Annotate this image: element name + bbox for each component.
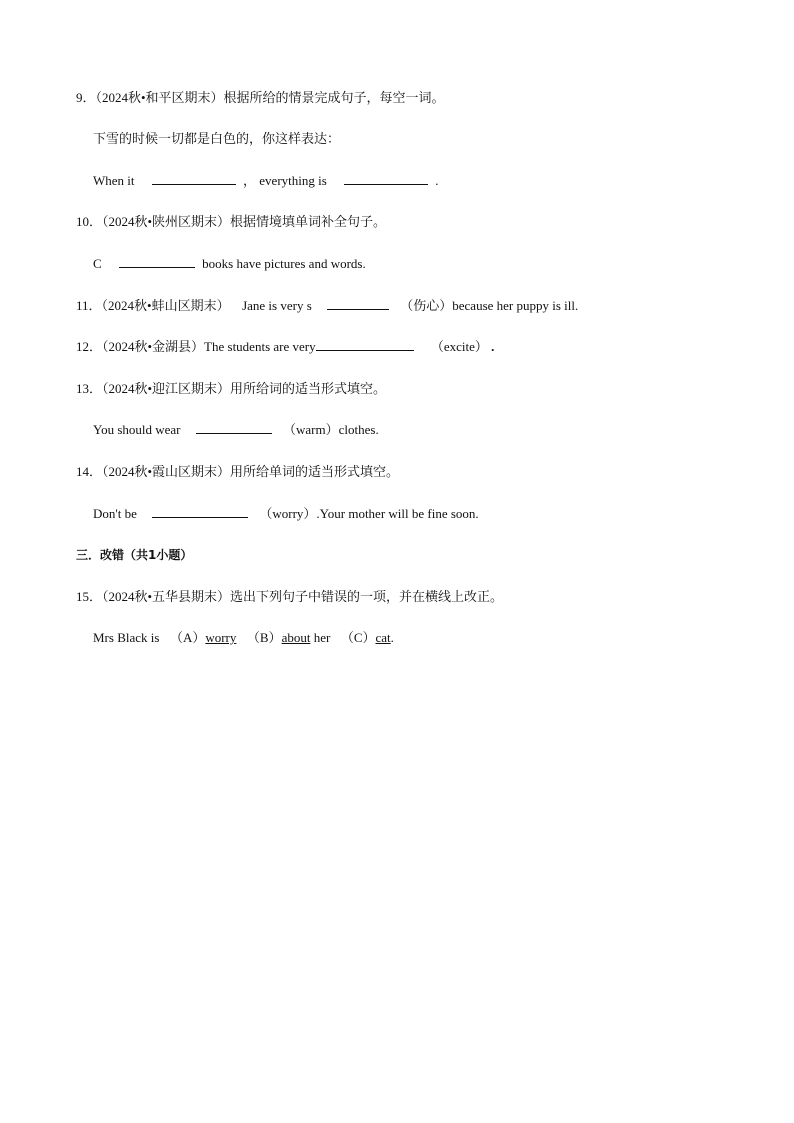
q12-hint: （excite）: [430, 339, 488, 354]
q15-end: .: [390, 630, 394, 645]
q15-option-c-word: cat: [375, 630, 391, 645]
q15-option-a-word: worry: [205, 630, 237, 645]
q11-prefix: 11．（2024秋•蚌山区期末）: [76, 298, 230, 313]
q10-rest: books have pictures and words.: [202, 256, 366, 271]
q14-part1: Don't be: [93, 506, 137, 521]
q9-part2: everything is: [259, 173, 327, 188]
section-heading: 三．改错（共1小题）: [76, 548, 193, 562]
q13-blank[interactable]: [196, 421, 272, 434]
q9-blank-1[interactable]: [152, 172, 236, 185]
q12-blank[interactable]: [316, 338, 414, 351]
q11-text: Jane is very s: [242, 298, 312, 313]
q15-option-b-label: （B）: [246, 630, 282, 645]
q13-hint: （warm）clothes.: [283, 422, 379, 437]
q9-end: .: [435, 173, 439, 188]
q10-blank[interactable]: [119, 255, 195, 268]
q9-part1: When it: [93, 173, 135, 188]
q15-mid: her: [313, 630, 331, 645]
q15-option-a-label: （A）: [169, 630, 206, 645]
q9-blank-2[interactable]: [344, 172, 428, 185]
q15-sentence: [93, 629, 394, 647]
q15-option-c-label: （C）: [340, 630, 376, 645]
q10-sentence: [93, 255, 366, 273]
q14-sentence: [93, 505, 479, 523]
q13-stem: 13．（2024秋•迎江区期末）用所给词的适当形式填空。: [76, 381, 387, 396]
q15-part1: Mrs Black is: [93, 630, 160, 645]
q10-stem: 10．（2024秋•陕州区期末）根据情境填单词补全句子。: [76, 214, 387, 229]
q12-sentence: [76, 338, 494, 356]
q14-stem: 14．（2024秋•霞山区期末）用所给单词的适当形式填空。: [76, 464, 400, 479]
q11-hint: （伤心）because her puppy is ill.: [400, 298, 579, 313]
q15-option-b-word: about: [281, 630, 311, 645]
q14-blank[interactable]: [152, 505, 248, 518]
q9-stem: 9．（2024秋•和平区期末）根据所给的情景完成句子，每空一词。: [76, 90, 445, 105]
q9-comma: ，: [243, 173, 257, 188]
q11-sentence: [76, 297, 578, 315]
q12-prefix: 12．（2024秋•金湖县）The students are very: [76, 339, 316, 354]
q11-blank[interactable]: [327, 297, 389, 310]
q10-letter: C: [93, 256, 102, 271]
q12-end: .: [491, 339, 495, 354]
q15-stem: 15．（2024秋•五华县期末）选出下列句子中错误的一项，并在横线上改正。: [76, 589, 504, 604]
q14-hint: （worry）.Your mother will be fine soon.: [259, 506, 479, 521]
q13-part1: You should wear: [93, 422, 181, 437]
q13-sentence: [93, 421, 379, 439]
q9-sentence: [93, 172, 439, 190]
q9-context: 下雪的时候一切都是白色的，你这样表达：: [93, 131, 341, 146]
